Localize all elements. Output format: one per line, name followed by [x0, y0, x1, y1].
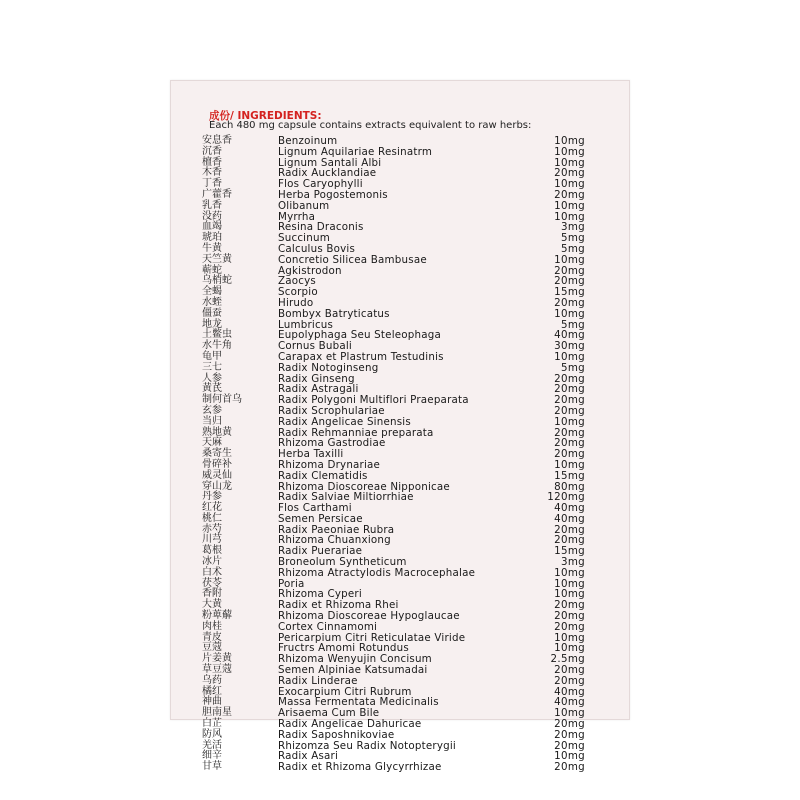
ingredient-latin-name: Radix Astragali: [278, 383, 359, 396]
ingredient-chinese-name: 沉香: [202, 145, 222, 157]
ingredient-latin-name: Semen Persicae: [278, 512, 363, 525]
ingredient-latin-name: Scorpio: [278, 286, 318, 299]
ingredient-chinese-name: 蕲蛇: [202, 264, 222, 276]
ingredient-chinese-name: 白芷: [202, 718, 222, 730]
ingredient-dose: 20mg: [554, 296, 585, 309]
ingredient-chinese-name: 血竭: [202, 221, 222, 233]
ingredient-latin-name: Cortex Cinnamomi: [278, 620, 378, 633]
ingredient-latin-name: Olibanum: [278, 199, 330, 212]
ingredient-dose: 20mg: [554, 664, 585, 677]
ingredient-dose: 20mg: [554, 437, 585, 450]
ingredient-dose: 5mg: [560, 242, 585, 255]
ingredient-chinese-name: 豆蔻: [202, 642, 222, 654]
ingredient-dose: 10mg: [554, 350, 585, 363]
ingredients-heading: 成份/ INGREDIENTS:: [209, 110, 322, 122]
ingredient-chinese-name: 天麻: [202, 437, 222, 449]
ingredient-latin-name: Broneolum Syntheticum: [278, 556, 407, 569]
ingredient-dose: 120mg: [547, 491, 585, 504]
ingredient-dose: 2.5mg: [550, 653, 585, 666]
ingredient-latin-name: Rhizoma Atractylodis Macrocephalae: [278, 566, 476, 579]
ingredient-dose: 20mg: [554, 448, 585, 461]
ingredient-dose: 40mg: [554, 685, 585, 698]
ingredient-dose: 40mg: [554, 329, 585, 342]
ingredient-latin-name: Lumbricus: [278, 318, 334, 331]
ingredient-row: [202, 492, 587, 503]
ingredient-dose: 10mg: [554, 199, 585, 212]
ingredient-chinese-name: 赤芍: [202, 523, 222, 535]
ingredient-chinese-name: 细辛: [202, 750, 222, 762]
ingredient-row: [202, 503, 587, 514]
ingredient-row: [202, 374, 587, 385]
ingredient-dose: 40mg: [554, 696, 585, 709]
ingredient-row: [202, 395, 587, 406]
ingredient-dose: 10mg: [554, 458, 585, 471]
ingredient-chinese-name: 红花: [202, 502, 222, 514]
ingredient-latin-name: Hirudo: [278, 296, 314, 309]
ingredient-dose: 20mg: [554, 264, 585, 277]
ingredient-row: [202, 514, 587, 525]
ingredient-row: [202, 266, 587, 277]
ingredient-dose: 80mg: [554, 480, 585, 493]
ingredient-chinese-name: 威灵仙: [202, 469, 232, 481]
ingredient-latin-name: Radix Clematidis: [278, 469, 368, 482]
ingredient-chinese-name: 桃仁: [202, 512, 222, 524]
ingredient-latin-name: Radix Angelicae Dahuricae: [278, 718, 422, 731]
ingredient-row: [202, 438, 587, 449]
ingredient-dose: 10mg: [554, 178, 585, 191]
ingredient-row: [202, 568, 587, 579]
ingredient-chinese-name: 葛根: [202, 545, 222, 557]
ingredient-latin-name: Calculus Bovis: [278, 242, 356, 255]
ingredient-row: [202, 665, 587, 676]
ingredient-dose: 30mg: [554, 340, 585, 353]
ingredient-row: [202, 233, 587, 244]
ingredient-latin-name: Radix Rehmanniae preparata: [278, 426, 434, 439]
ingredient-chinese-name: 粉萆薢: [202, 610, 232, 622]
ingredient-row: [202, 762, 587, 773]
ingredient-dose: 15mg: [554, 545, 585, 558]
ingredient-row: [202, 471, 587, 482]
ingredient-dose: 10mg: [554, 307, 585, 320]
ingredient-latin-name: Rhizoma Drynariae: [278, 458, 381, 471]
ingredient-latin-name: Radix Salviae Miltiorrhiae: [278, 491, 414, 504]
ingredient-latin-name: Exocarpium Citri Rubrum: [278, 685, 412, 698]
ingredient-chinese-name: 乌梢蛇: [202, 275, 232, 287]
ingredient-chinese-name: 黄芪: [202, 383, 222, 395]
ingredient-latin-name: Radix Linderae: [278, 674, 358, 687]
ingredient-chinese-name: 白术: [202, 566, 222, 578]
ingredient-chinese-name: 水蛭: [202, 296, 222, 308]
ingredient-row: [202, 330, 587, 341]
ingredient-latin-name: Eupolyphaga Seu Steleophaga: [278, 329, 442, 342]
ingredient-latin-name: Radix Polygoni Multiflori Praeparata: [278, 394, 469, 407]
ingredient-dose: 3mg: [560, 221, 585, 234]
ingredient-chinese-name: 大黄: [202, 599, 222, 611]
ingredient-dose: 10mg: [554, 707, 585, 720]
ingredient-dose: 20mg: [554, 599, 585, 612]
ingredient-row: [202, 525, 587, 536]
ingredient-chinese-name: 青皮: [202, 631, 222, 643]
ingredient-latin-name: Radix et Rhizoma Glycyrrhizae: [278, 761, 442, 774]
ingredient-chinese-name: 片姜黄: [202, 653, 232, 665]
ingredient-row: [202, 730, 587, 741]
ingredient-row: [202, 147, 587, 158]
ingredient-dose: 40mg: [554, 502, 585, 515]
ingredient-dose: 10mg: [554, 253, 585, 266]
ingredient-dose: 5mg: [560, 232, 585, 245]
ingredient-dose: 10mg: [554, 566, 585, 579]
ingredient-latin-name: Radix Asari: [278, 750, 339, 763]
ingredient-row: [202, 363, 587, 374]
ingredient-row: [202, 168, 587, 179]
ingredient-row: [202, 190, 587, 201]
ingredient-chinese-name: 广藿香: [202, 188, 232, 200]
ingredient-dose: 10mg: [554, 588, 585, 601]
ingredient-latin-name: Radix Puerariae: [278, 545, 363, 558]
ingredient-dose: 20mg: [554, 275, 585, 288]
ingredient-row: [202, 201, 587, 212]
ingredient-chinese-name: 乳香: [202, 199, 222, 211]
ingredient-row: [202, 212, 587, 223]
ingredient-row: [202, 611, 587, 622]
ingredient-dose: 20mg: [554, 188, 585, 201]
ingredient-latin-name: Radix Aucklandiae: [278, 167, 377, 180]
ingredient-chinese-name: 桑寄生: [202, 448, 232, 460]
ingredient-row: [202, 719, 587, 730]
ingredient-chinese-name: 穿山龙: [202, 480, 232, 492]
ingredient-chinese-name: 牛黄: [202, 242, 222, 254]
ingredient-row: [202, 428, 587, 439]
ingredient-chinese-name: 神曲: [202, 696, 222, 708]
ingredient-latin-name: Zaocys: [278, 275, 316, 288]
ingredient-chinese-name: 玄参: [202, 404, 222, 416]
ingredient-latin-name: Massa Fermentata Medicinalis: [278, 696, 439, 709]
ingredient-chinese-name: 安息香: [202, 135, 232, 146]
ingredient-chinese-name: 全蝎: [202, 286, 222, 298]
ingredient-latin-name: Agkistrodon: [278, 264, 342, 277]
ingredients-subtitle: Each 480 mg capsule contains extracts equivalent to raw herbs:: [209, 120, 532, 131]
ingredient-chinese-name: 乌药: [202, 674, 222, 686]
ingredient-chinese-name: 防风: [202, 728, 222, 740]
ingredient-dose: 10mg: [554, 415, 585, 428]
ingredient-dose: 20mg: [554, 534, 585, 547]
ingredient-dose: 20mg: [554, 761, 585, 774]
ingredient-chinese-name: 人参: [202, 372, 222, 384]
ingredient-dose: 40mg: [554, 512, 585, 525]
ingredient-latin-name: Benzoinum: [278, 135, 338, 147]
ingredient-latin-name: Radix Angelicae Sinensis: [278, 415, 411, 428]
ingredient-chinese-name: 当归: [202, 415, 222, 427]
ingredient-dose: 20mg: [554, 426, 585, 439]
ingredient-dose: 10mg: [554, 135, 585, 147]
ingredient-latin-name: Cornus Bubali: [278, 340, 352, 353]
ingredient-chinese-name: 橘红: [202, 685, 222, 697]
ingredient-dose: 20mg: [554, 718, 585, 731]
ingredient-latin-name: Semen Alpiniae Katsumadai: [278, 664, 428, 677]
ingredient-dose: 10mg: [554, 642, 585, 655]
ingredient-chinese-name: 肉桂: [202, 620, 222, 632]
ingredient-latin-name: Lignum Santali Albi: [278, 156, 382, 169]
ingredient-latin-name: Radix et Rhizoma Rhei: [278, 599, 399, 612]
ingredient-latin-name: Radix Scrophulariae: [278, 404, 385, 417]
ingredient-dose: 20mg: [554, 404, 585, 417]
ingredient-dose: 20mg: [554, 739, 585, 752]
ingredient-chinese-name: 胆南星: [202, 707, 232, 719]
ingredient-chinese-name: 甘草: [202, 761, 222, 773]
ingredient-latin-name: Radix Paeoniae Rubra: [278, 523, 395, 536]
ingredient-chinese-name: 冰片: [202, 556, 222, 568]
ingredient-chinese-name: 骨碎补: [202, 458, 232, 470]
ingredient-row: [202, 158, 587, 169]
ingredient-row: [202, 287, 587, 298]
ingredient-row: [202, 741, 587, 752]
ingredient-chinese-name: 三七: [202, 361, 222, 373]
ingredient-chinese-name: 羌活: [202, 739, 222, 751]
ingredient-chinese-name: 没药: [202, 210, 222, 222]
ingredient-latin-name: Rhizoma Wenyujin Concisum: [278, 653, 432, 666]
ingredient-chinese-name: 檀香: [202, 156, 222, 168]
ingredient-row: [202, 460, 587, 471]
ingredient-chinese-name: 土鳖虫: [202, 329, 232, 341]
ingredient-row: [202, 579, 587, 590]
ingredient-chinese-name: 川芎: [202, 534, 222, 546]
ingredient-dose: 5mg: [560, 361, 585, 374]
ingredient-latin-name: Rhizoma Dioscoreae Hypoglaucae: [278, 610, 460, 623]
ingredient-row: [202, 309, 587, 320]
ingredient-dose: 20mg: [554, 674, 585, 687]
ingredient-row: [202, 417, 587, 428]
ingredient-dose: 20mg: [554, 523, 585, 536]
ingredient-latin-name: Rhizoma Dioscoreae Nipponicae: [278, 480, 450, 493]
ingredient-dose: 5mg: [560, 318, 585, 331]
ingredient-dose: 10mg: [554, 156, 585, 169]
ingredient-row: [202, 535, 587, 546]
ingredient-row: [202, 298, 587, 309]
ingredient-latin-name: Flos Caryophylli: [278, 178, 363, 191]
ingredient-row: [202, 255, 587, 266]
ingredient-dose: 20mg: [554, 167, 585, 180]
ingredient-dose: 15mg: [554, 286, 585, 299]
ingredient-latin-name: Rhizoma Chuanxiong: [278, 534, 391, 547]
ingredient-dose: 10mg: [554, 577, 585, 590]
ingredient-chinese-name: 丁香: [202, 178, 222, 190]
ingredient-chinese-name: 水牛角: [202, 340, 232, 352]
ingredients-table: [202, 136, 587, 773]
ingredient-dose: 20mg: [554, 610, 585, 623]
ingredient-dose: 10mg: [554, 750, 585, 763]
ingredient-latin-name: Herba Taxilli: [278, 448, 344, 461]
ingredient-latin-name: Radix Ginseng: [278, 372, 355, 385]
ingredient-chinese-name: 琥珀: [202, 232, 222, 244]
ingredient-latin-name: Lignum Aquilariae Resinatrm: [278, 145, 433, 158]
ingredient-row: [202, 697, 587, 708]
ingredient-chinese-name: 地龙: [202, 318, 222, 330]
ingredient-latin-name: Poria: [278, 577, 305, 590]
ingredient-dose: 10mg: [554, 210, 585, 223]
ingredient-dose: 3mg: [560, 556, 585, 569]
ingredient-latin-name: Fructrs Amomi Rotundus: [278, 642, 409, 655]
ingredient-latin-name: Resina Draconis: [278, 221, 364, 234]
ingredient-row: [202, 179, 587, 190]
ingredient-chinese-name: 制何首乌: [202, 394, 242, 406]
ingredient-dose: 20mg: [554, 728, 585, 741]
ingredient-latin-name: Herba Pogostemonis: [278, 188, 388, 201]
ingredient-chinese-name: 丹参: [202, 491, 222, 503]
ingredient-latin-name: Bombyx Batryticatus: [278, 307, 390, 320]
ingredient-chinese-name: 草豆蔻: [202, 664, 232, 676]
ingredient-latin-name: Myrrha: [278, 210, 316, 223]
ingredient-row: [202, 276, 587, 287]
ingredient-chinese-name: 熟地黄: [202, 426, 232, 438]
ingredient-chinese-name: 茯苓: [202, 577, 222, 589]
ingredient-dose: 10mg: [554, 145, 585, 158]
ingredient-chinese-name: 龟甲: [202, 350, 222, 362]
ingredient-latin-name: Rhizomza Seu Radix Notopterygii: [278, 739, 456, 752]
ingredient-chinese-name: 僵蚕: [202, 307, 222, 319]
ingredient-latin-name: Succinum: [278, 232, 330, 245]
ingredient-row: [202, 352, 587, 363]
ingredient-latin-name: Pericarpium Citri Reticulatae Viride: [278, 631, 466, 644]
ingredient-latin-name: Carapax et Plastrum Testudinis: [278, 350, 444, 363]
ingredient-chinese-name: 木香: [202, 167, 222, 179]
ingredient-latin-name: Arisaema Cum Bile: [278, 707, 380, 720]
ingredient-chinese-name: 香附: [202, 588, 222, 600]
ingredient-row: [202, 449, 587, 460]
ingredient-latin-name: Radix Notoginseng: [278, 361, 379, 374]
ingredient-dose: 20mg: [554, 372, 585, 385]
ingredient-row: [202, 222, 587, 233]
ingredient-chinese-name: 天竺黄: [202, 253, 232, 265]
ingredient-latin-name: Flos Carthami: [278, 502, 352, 515]
ingredient-latin-name: Rhizoma Cyperi: [278, 588, 362, 601]
ingredient-dose: 20mg: [554, 394, 585, 407]
ingredient-dose: 15mg: [554, 469, 585, 482]
ingredient-dose: 20mg: [554, 620, 585, 633]
ingredient-latin-name: Rhizoma Gastrodiae: [278, 437, 386, 450]
ingredient-dose: 10mg: [554, 631, 585, 644]
ingredient-latin-name: Radix Saposhnikoviae: [278, 728, 395, 741]
ingredient-latin-name: Concretio Silicea Bambusae: [278, 253, 427, 266]
ingredient-dose: 20mg: [554, 383, 585, 396]
